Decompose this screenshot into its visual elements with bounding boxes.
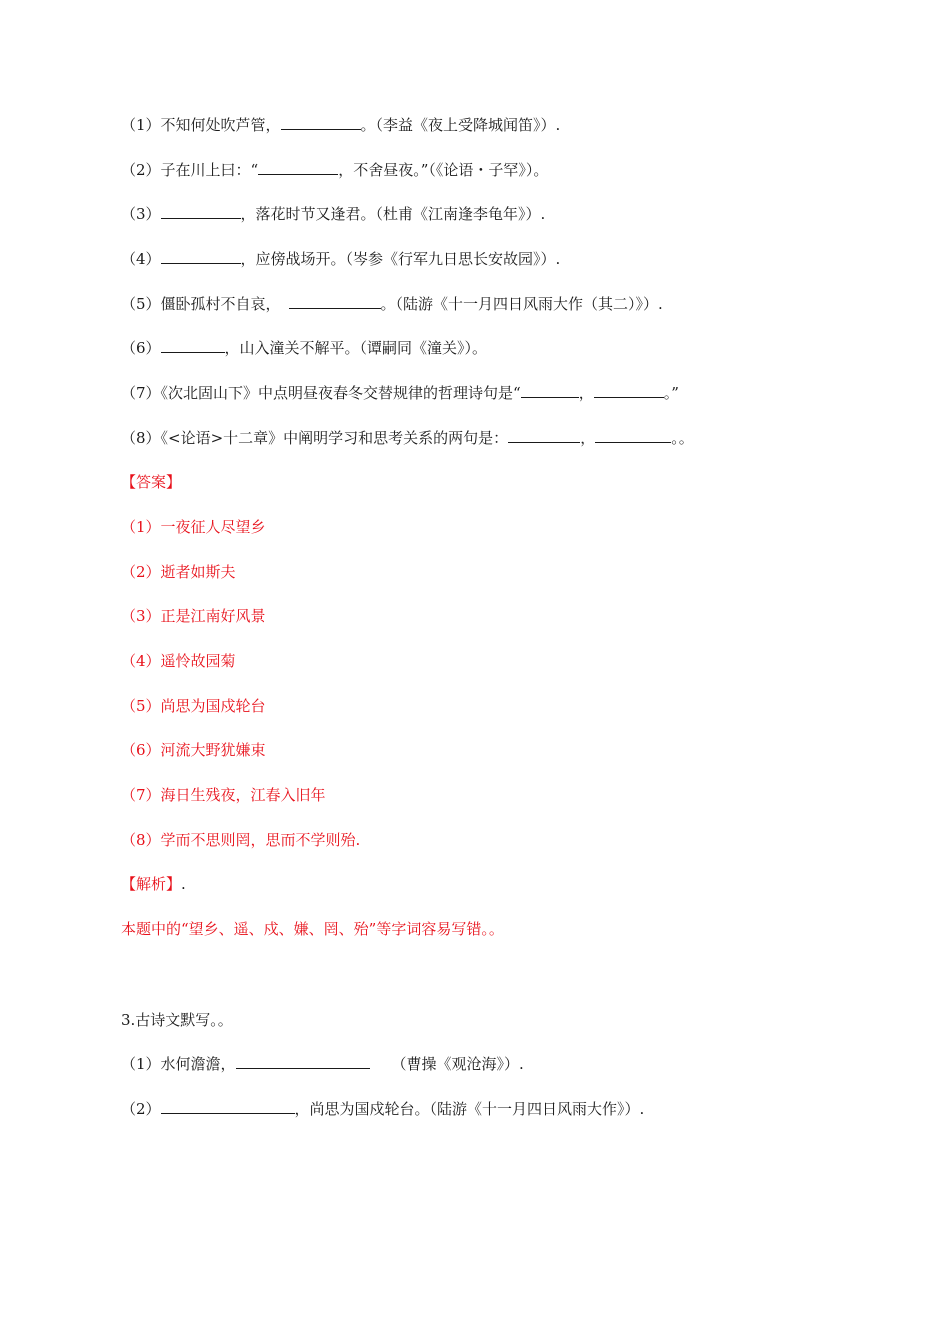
question-text: （1）水何澹澹， (121, 1055, 236, 1073)
fill-blank (258, 160, 338, 175)
answer-4: （4）遥怜故园菊 (121, 652, 236, 670)
fill-blank (236, 1054, 370, 1069)
question-end: 。。 (671, 429, 694, 447)
question-separator: ， (578, 384, 594, 402)
question-4 (121, 249, 560, 269)
question-text: （4） (121, 250, 161, 268)
fill-blank (161, 1099, 295, 1114)
answer-3: （3）正是江南好风景 (121, 607, 266, 625)
question-8 (121, 428, 694, 448)
question-3 (121, 204, 545, 224)
fill-blank (521, 383, 579, 398)
fill-blank (161, 204, 241, 219)
section-3-title: 3.古诗文默写。。 (121, 1011, 233, 1029)
question-text: （2）子在川上曰：“ (121, 161, 259, 179)
answer-7: （7）海日生残夜，江春入旧年 (121, 786, 326, 804)
question-text: （6） (121, 339, 161, 357)
fill-blank (161, 338, 225, 353)
fill-blank (594, 383, 664, 398)
fill-blank (595, 428, 671, 443)
section-3-question-2 (121, 1099, 644, 1119)
answer-5: （5）尚思为国戍轮台 (121, 697, 266, 715)
question-separator: ， (580, 429, 596, 447)
question-text: （7）《次北固山下》中点明昼夜春冬交替规律的哲理诗句是“ (121, 384, 521, 402)
answer-2: （2）逝者如斯夫 (121, 563, 236, 581)
answer-8: （8）学而不思则罔，思而不学则殆. (121, 831, 361, 849)
question-source: （曹操《观沧海》）. (391, 1055, 524, 1073)
question-text: （5）僵卧孤村不自哀， (121, 295, 281, 313)
question-5 (121, 294, 663, 314)
question-source: 。（陆游《十一月四日风雨大作（其二）》）. (380, 295, 663, 313)
question-source: ，不舍昼夜。”（《论语・子罕》）。 (338, 161, 549, 179)
question-text: （2） (121, 1100, 161, 1118)
question-source: 。（李益《夜上受降城闻笛》）. (360, 116, 561, 134)
question-text: （3） (121, 205, 161, 223)
analysis-header-line (121, 874, 186, 894)
answer-6: （6）河流大野犹嫌束 (121, 741, 266, 759)
question-source: ，应傍战场开。（岑参《行军九日思长安故园》）. (240, 250, 561, 268)
section-3-question-1 (121, 1054, 524, 1074)
fill-blank (508, 428, 580, 443)
question-7 (121, 383, 679, 403)
analysis-header-suffix: . (181, 875, 186, 893)
question-end: 。” (663, 384, 679, 402)
analysis-header: 【解析】 (121, 875, 182, 893)
fill-blank (281, 115, 361, 130)
question-1 (121, 115, 560, 135)
question-source: ，山入潼关不解平。（谭嗣同《潼关》）。 (224, 339, 488, 357)
answer-header: 【答案】 (121, 473, 182, 491)
question-source: ，尚思为国戍轮台。（陆游《十一月四日风雨大作》）. (294, 1100, 645, 1118)
answer-1: （1）一夜征人尽望乡 (121, 518, 266, 536)
question-6 (121, 338, 487, 358)
fill-blank (289, 294, 381, 309)
fill-blank (161, 249, 241, 264)
question-text: （1）不知何处吹芦管， (121, 116, 281, 134)
analysis-text: 本题中的“望乡、遥、戍、嫌、罔、殆”等字词容易写错。。 (121, 920, 504, 938)
question-source: ，落花时节又逢君。（杜甫《江南逢李龟年》）. (240, 205, 546, 223)
question-text: （8）《<论语>十二章》中阐明学习和思考关系的两句是： (121, 429, 509, 447)
question-2 (121, 160, 548, 180)
